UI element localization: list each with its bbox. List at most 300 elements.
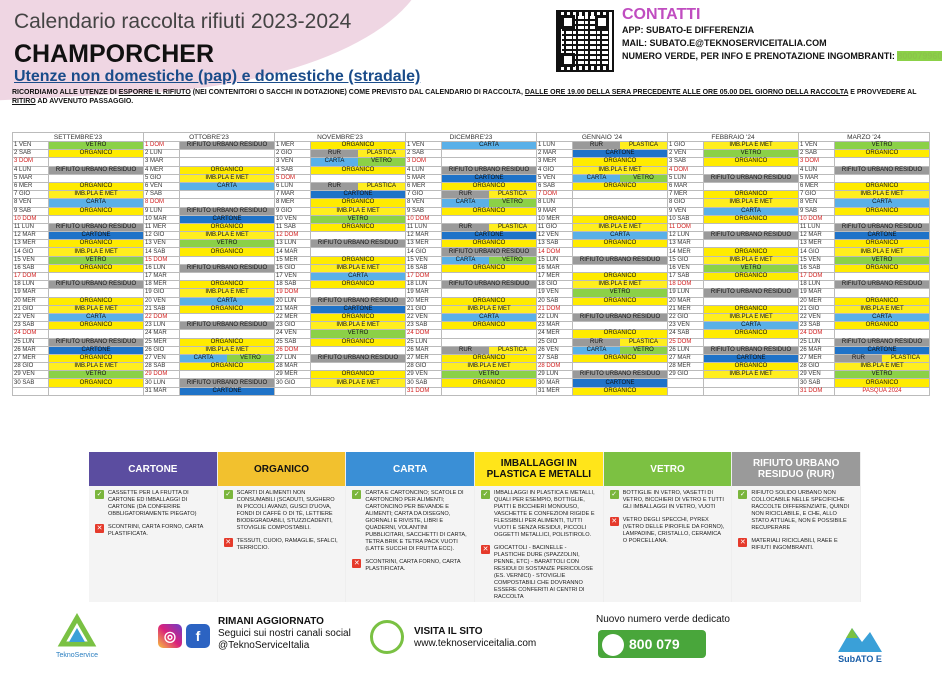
collection-cell bbox=[573, 199, 668, 207]
collection-cell bbox=[311, 363, 406, 371]
day-cell: 15 MER bbox=[275, 256, 311, 264]
day-cell: 19 VEN bbox=[537, 289, 573, 297]
collection-cell bbox=[835, 289, 930, 297]
facebook-icon[interactable]: f bbox=[186, 624, 210, 648]
collection-cell: IMB.PLA E MET bbox=[704, 313, 799, 321]
calendar-row bbox=[13, 313, 930, 321]
collection-cell: ORGANICO bbox=[311, 199, 406, 207]
day-cell: 30 SAB bbox=[799, 379, 835, 387]
day-cell: 16 LUN bbox=[144, 264, 180, 272]
day-cell: 27 SAB bbox=[537, 354, 573, 362]
day-cell: 15 VEN bbox=[406, 256, 442, 264]
day-cell: 13 LUN bbox=[275, 240, 311, 248]
collection-cell: IMB.PLA E MET bbox=[49, 191, 144, 199]
collection-cell: CARTA bbox=[442, 142, 537, 150]
collection-cell bbox=[835, 273, 930, 281]
collection-cell: RIFIUTO URBANO RESIDUO bbox=[49, 166, 144, 174]
collection-cell bbox=[311, 232, 406, 240]
collection-cell bbox=[704, 223, 799, 231]
day-cell: 25 LUN bbox=[13, 338, 49, 346]
day-cell: 4 LUN bbox=[13, 166, 49, 174]
day-cell: 19 DOM bbox=[275, 289, 311, 297]
instagram-icon[interactable]: ◎ bbox=[158, 624, 182, 648]
contacts bbox=[622, 6, 942, 63]
day-cell: 26 GIO bbox=[144, 346, 180, 354]
collection-cell bbox=[704, 166, 799, 174]
calendar-row bbox=[13, 199, 930, 207]
day-cell: 22 DOM bbox=[144, 313, 180, 321]
collection-cell bbox=[180, 256, 275, 264]
day-cell: 10 SAB bbox=[668, 215, 704, 223]
collection-cell: IMB.PLA E MET bbox=[49, 248, 144, 256]
collection-cell bbox=[49, 330, 144, 338]
day-cell: 29 VEN bbox=[799, 371, 835, 379]
calendar-row bbox=[13, 297, 930, 305]
day-cell: 21 GIO bbox=[13, 305, 49, 313]
collection-cell bbox=[311, 346, 406, 354]
day-cell: 2 VEN bbox=[668, 150, 704, 158]
day-cell: 5 LUN bbox=[668, 174, 704, 182]
legend-not-allowed: MATERIALI RICICLABILI, RAEE E RIFIUTI INGOMBRANTI. bbox=[751, 538, 838, 551]
collection-cell: RIFIUTO URBANO RESIDUO bbox=[835, 281, 930, 289]
day-cell: 26 LUN bbox=[668, 346, 704, 354]
day-cell: 25 LUN bbox=[799, 338, 835, 346]
day-cell: 9 MAR bbox=[537, 207, 573, 215]
day-cell: 6 MAR bbox=[668, 182, 704, 190]
collection-cell: ORGANICO bbox=[573, 354, 668, 362]
day-cell: 18 LUN bbox=[13, 281, 49, 289]
collection-cell: RIFIUTO URBANO RESIDUO bbox=[442, 248, 537, 256]
day-cell: 28 MAR bbox=[275, 363, 311, 371]
day-cell: 24 DOM bbox=[13, 330, 49, 338]
collection-cell: ORGANICO bbox=[180, 166, 275, 174]
collection-cell: CARTA VETRO bbox=[573, 346, 668, 354]
collection-cell: ORGANICO bbox=[573, 330, 668, 338]
day-cell: 13 SAB bbox=[537, 240, 573, 248]
collection-cell: CARTONE bbox=[180, 387, 275, 395]
collection-cell: RUR PLASTICA bbox=[573, 338, 668, 346]
day-cell: 7 DOM bbox=[537, 191, 573, 199]
collection-cell: RIFIUTO URBANO RESIDUO bbox=[180, 379, 275, 387]
collection-cell: RIFIUTO URBANO RESIDUO bbox=[704, 174, 799, 182]
collection-cell bbox=[835, 330, 930, 338]
collection-cell bbox=[442, 387, 537, 395]
day-cell: 17 SAB bbox=[668, 273, 704, 281]
check-icon: ✓ bbox=[96, 491, 103, 498]
collection-cell: RIFIUTO URBANO RESIDUO bbox=[573, 371, 668, 379]
collection-cell: RUR PLASTICA bbox=[311, 182, 406, 190]
calendar-row bbox=[13, 371, 930, 379]
day-cell: 14 MER bbox=[668, 248, 704, 256]
day-cell: 29 GIO bbox=[668, 371, 704, 379]
collection-cell: VETRO bbox=[835, 371, 930, 379]
day-cell: 9 SAB bbox=[799, 207, 835, 215]
day-cell: 28 GIO bbox=[799, 363, 835, 371]
collection-cell: RIFIUTO URBANO RESIDUO bbox=[180, 322, 275, 330]
svg-text:SubATO E: SubATO E bbox=[838, 654, 882, 664]
day-cell: 3 MAR bbox=[144, 158, 180, 166]
visit-site[interactable]: VISITA IL SITO www.teknoserviceitalia.com bbox=[414, 626, 537, 649]
collection-cell: CARTA bbox=[180, 297, 275, 305]
calendar-row bbox=[13, 215, 930, 223]
legend-column bbox=[89, 452, 218, 602]
day-cell: 17 DOM bbox=[406, 273, 442, 281]
calendar-row bbox=[13, 207, 930, 215]
collection-cell bbox=[573, 264, 668, 272]
check-icon: ✓ bbox=[611, 491, 618, 498]
collection-cell bbox=[704, 182, 799, 190]
day-cell: 11 MER bbox=[144, 223, 180, 231]
poster-title: Calendario raccolta rifiuti 2023-2024 bbox=[14, 10, 352, 33]
day-cell: 3 DOM bbox=[799, 158, 835, 166]
day-cell: 5 MAR bbox=[799, 174, 835, 182]
collection-cell bbox=[49, 158, 144, 166]
check-icon: ✓ bbox=[353, 491, 360, 498]
month-header: OTTOBRE'23 bbox=[144, 133, 275, 142]
day-cell: 2 SAB bbox=[406, 150, 442, 158]
calendar-row bbox=[13, 223, 930, 231]
contacts-app: APP: SUBATO-E DIFFERENZIA bbox=[622, 25, 755, 35]
collection-cell: ORGANICO bbox=[573, 182, 668, 190]
legend-not-allowed: SCONTRINI, CARTA FORNO, CARTA PLASTIFICATA. bbox=[365, 559, 461, 572]
collection-cell: ORGANICO bbox=[311, 281, 406, 289]
day-cell: 28 DOM bbox=[537, 363, 573, 371]
legend-title: CARTA bbox=[346, 452, 474, 486]
collection-cell bbox=[573, 207, 668, 215]
day-cell: 1 VEN bbox=[799, 142, 835, 150]
collection-cell: IMB.PLA E MET bbox=[311, 207, 406, 215]
day-cell: 22 VEN bbox=[799, 313, 835, 321]
legend-title: CARTONE bbox=[89, 452, 217, 486]
toll-free-label: Nuovo numero verde dedicato bbox=[596, 614, 730, 625]
collection-cell: ORGANICO bbox=[49, 322, 144, 330]
collection-cell: VETRO bbox=[311, 330, 406, 338]
collection-cell: ORGANICO bbox=[311, 371, 406, 379]
collection-cell: CARTONE bbox=[49, 346, 144, 354]
calendar-row bbox=[13, 387, 930, 395]
legend-column bbox=[604, 452, 733, 602]
collection-cell: RUR PLASTICA bbox=[442, 191, 537, 199]
day-cell: 30 LUN bbox=[144, 379, 180, 387]
day-cell: 2 SAB bbox=[799, 150, 835, 158]
day-cell: 12 DOM bbox=[275, 232, 311, 240]
legend-allowed: SCARTI DI ALIMENTI NON CONSUMABILI (SCADUTI, SUGHERO IN PICCOLI AVANZI, GUSCI D'UOVA, FONDI DI CAFFÈ O DI TÈ, LETTIERE BIODEGRADABILI, STUZZICADENTI, STOVIGLIE COMPOSTABILI. bbox=[236, 490, 335, 531]
day-cell: 23 SAB bbox=[13, 322, 49, 330]
collection-cell: ORGANICO bbox=[311, 338, 406, 346]
day-cell: 6 LUN bbox=[275, 182, 311, 190]
day-cell: 23 VEN bbox=[668, 322, 704, 330]
collection-cell: CARTONE bbox=[835, 232, 930, 240]
collection-cell: RIFIUTO URBANO RESIDUO bbox=[49, 281, 144, 289]
collection-cell: ORGANICO bbox=[180, 305, 275, 313]
calendar-row bbox=[13, 191, 930, 199]
collection-cell bbox=[311, 248, 406, 256]
collection-cell bbox=[311, 289, 406, 297]
collection-cell: IMB.PLA E MET bbox=[442, 363, 537, 371]
day-cell bbox=[275, 387, 311, 395]
collection-cell bbox=[49, 289, 144, 297]
collection-cell: RIFIUTO URBANO RESIDUO bbox=[704, 232, 799, 240]
contacts-phone[interactable]: NUMERO VERDE, PER INFO E PRENOTAZIONE INGOMBRANTI: 800079960 bbox=[622, 51, 943, 61]
day-cell: 17 MER bbox=[537, 273, 573, 281]
poster-subtitle: Utenze non domestiche (pap) e domestiche (stradale) bbox=[14, 68, 421, 85]
collection-cell: ORGANICO bbox=[704, 273, 799, 281]
day-cell: 31 DOM bbox=[799, 387, 835, 395]
collection-cell: RIFIUTO URBANO RESIDUO bbox=[835, 223, 930, 231]
day-cell: 9 VEN bbox=[668, 207, 704, 215]
day-cell: 19 MAR bbox=[13, 289, 49, 297]
collection-cell: CARTA bbox=[49, 199, 144, 207]
svg-text:TeknoService: TeknoService bbox=[55, 652, 99, 659]
collection-cell: IMB.PLA E MET bbox=[704, 256, 799, 264]
calendar-row bbox=[13, 354, 930, 362]
collection-cell: ORGANICO bbox=[442, 354, 537, 362]
day-cell: 20 LUN bbox=[275, 297, 311, 305]
calendar-row bbox=[13, 338, 930, 346]
collection-cell: VETRO bbox=[49, 256, 144, 264]
day-cell: 10 VEN bbox=[275, 215, 311, 223]
collection-cell bbox=[704, 281, 799, 289]
day-cell: 3 MER bbox=[537, 158, 573, 166]
collection-cell bbox=[49, 174, 144, 182]
calendar-row bbox=[13, 158, 930, 166]
day-cell: 12 MAR bbox=[406, 232, 442, 240]
day-cell: 11 GIO bbox=[537, 223, 573, 231]
day-cell: 23 SAB bbox=[799, 322, 835, 330]
day-cell: 22 VEN bbox=[406, 313, 442, 321]
day-cell: 12 MAR bbox=[799, 232, 835, 240]
day-cell: 20 MER bbox=[406, 297, 442, 305]
day-cell: 2 MAR bbox=[537, 150, 573, 158]
legend-allowed: BOTTIGLIE IN VETRO, VASETTI DI VETRO, BICCHIERI DI VETRO E TUTTI GLI IMBALLAGGI IN VETRO, VUOTI bbox=[622, 490, 724, 510]
day-cell: 23 LUN bbox=[144, 322, 180, 330]
day-cell: 15 VEN bbox=[799, 256, 835, 264]
day-cell: 11 DOM bbox=[668, 223, 704, 231]
collection-cell: CARTA bbox=[180, 182, 275, 190]
day-cell: 28 GIO bbox=[13, 363, 49, 371]
day-cell: 22 MER bbox=[275, 313, 311, 321]
day-cell: 31 DOM bbox=[406, 387, 442, 395]
collection-cell bbox=[442, 330, 537, 338]
calendar-row bbox=[13, 150, 930, 158]
day-cell: 14 GIO bbox=[799, 248, 835, 256]
teknoservice-logo-icon bbox=[54, 614, 100, 660]
collection-cell: ORGANICO bbox=[49, 150, 144, 158]
day-cell: 20 MER bbox=[13, 297, 49, 305]
calendar-row bbox=[13, 256, 930, 264]
day-cell: 8 MER bbox=[275, 199, 311, 207]
collection-cell: IMB.PLA E MET bbox=[442, 305, 537, 313]
day-cell: 18 MER bbox=[144, 281, 180, 289]
calendar-row bbox=[13, 248, 930, 256]
collection-cell: RIFIUTO URBANO RESIDUO bbox=[704, 289, 799, 297]
collection-cell: VETRO bbox=[704, 150, 799, 158]
cross-icon: ✕ bbox=[225, 539, 232, 546]
day-cell: 22 LUN bbox=[537, 313, 573, 321]
day-cell: 20 MER bbox=[799, 297, 835, 305]
collection-cell: ORGANICO bbox=[442, 297, 537, 305]
collection-cell: ORGANICO bbox=[573, 240, 668, 248]
collection-cell: VETRO bbox=[573, 289, 668, 297]
calendar-row bbox=[13, 232, 930, 240]
calendar-row bbox=[13, 174, 930, 182]
collection-cell: CARTA bbox=[704, 322, 799, 330]
day-cell: 27 MER bbox=[406, 354, 442, 362]
day-cell: 17 DOM bbox=[799, 273, 835, 281]
collection-cell: CARTA VETRO bbox=[180, 354, 275, 362]
day-cell: 9 GIO bbox=[275, 207, 311, 215]
collection-cell: ORGANICO bbox=[704, 363, 799, 371]
day-cell: 13 VEN bbox=[144, 240, 180, 248]
day-cell: 11 LUN bbox=[799, 223, 835, 231]
collection-cell: RIFIUTO URBANO RESIDUO bbox=[442, 166, 537, 174]
collection-cell: ORGANICO bbox=[573, 273, 668, 281]
day-cell: 30 SAB bbox=[406, 379, 442, 387]
day-cell: 28 SAB bbox=[144, 363, 180, 371]
contacts-mail[interactable]: MAIL: SUBATO.E@TEKNOSERVICEITALIA.COM bbox=[622, 38, 827, 48]
day-cell: 4 DOM bbox=[668, 166, 704, 174]
collection-cell bbox=[573, 322, 668, 330]
collection-cell: ORGANICO bbox=[835, 297, 930, 305]
collection-cell: IMB.PLA E MET bbox=[311, 379, 406, 387]
collection-cell: ORGANICO bbox=[573, 158, 668, 166]
day-cell: 24 SAB bbox=[668, 330, 704, 338]
cross-icon: ✕ bbox=[96, 525, 103, 532]
collection-cell: ORGANICO bbox=[49, 264, 144, 272]
collection-cell: CARTONE bbox=[442, 232, 537, 240]
day-cell: 11 LUN bbox=[406, 223, 442, 231]
contacts-heading: CONTATTI bbox=[622, 6, 701, 23]
collection-cell: ORGANICO bbox=[704, 158, 799, 166]
day-cell: 27 VEN bbox=[144, 354, 180, 362]
day-cell: 26 DOM bbox=[275, 346, 311, 354]
day-cell: 7 GIO bbox=[13, 191, 49, 199]
collection-cell: ORGANICO bbox=[573, 215, 668, 223]
collection-cell: RIFIUTO URBANO RESIDUO bbox=[835, 338, 930, 346]
day-cell: 27 LUN bbox=[275, 354, 311, 362]
day-cell: 3 DOM bbox=[406, 158, 442, 166]
collection-cell: ORGANICO bbox=[704, 248, 799, 256]
day-cell: 18 SAB bbox=[275, 281, 311, 289]
day-cell: 7 MAR bbox=[275, 191, 311, 199]
day-cell: 6 SAB bbox=[537, 182, 573, 190]
day-cell: 9 SAB bbox=[406, 207, 442, 215]
collection-cell: ORGANICO bbox=[835, 264, 930, 272]
phone-icon bbox=[602, 634, 624, 656]
day-cell: 8 VEN bbox=[13, 199, 49, 207]
calendar-row bbox=[13, 273, 930, 281]
collection-cell: IMB.PLA E MET bbox=[835, 363, 930, 371]
collection-cell: ORGANICO bbox=[311, 313, 406, 321]
collection-cell: RUR PLASTICA bbox=[442, 223, 537, 231]
day-cell: 30 SAB bbox=[13, 379, 49, 387]
day-cell: 3 VEN bbox=[275, 158, 311, 166]
calendar-row bbox=[13, 264, 930, 272]
day-cell: 1 LUN bbox=[537, 142, 573, 150]
collection-cell: RUR PLASTICA bbox=[442, 346, 537, 354]
collection-cell bbox=[835, 174, 930, 182]
collection-cell: ORGANICO bbox=[49, 207, 144, 215]
collection-cell: ORGANICO bbox=[704, 305, 799, 313]
collection-cell: RUR PLASTICA bbox=[311, 150, 406, 158]
collection-cell bbox=[573, 305, 668, 313]
collection-cell: ORGANICO bbox=[311, 223, 406, 231]
calendar-row bbox=[13, 363, 930, 371]
collection-cell bbox=[704, 387, 799, 395]
collection-cell: RIFIUTO URBANO RESIDUO bbox=[49, 338, 144, 346]
day-cell: 26 MAR bbox=[406, 346, 442, 354]
calendar-row bbox=[13, 305, 930, 313]
day-cell: 6 MER bbox=[13, 182, 49, 190]
legend-title: IMBALLAGGI IN PLASTICA E METALLI bbox=[475, 452, 603, 486]
calendar-row bbox=[13, 240, 930, 248]
collection-cell: VETRO bbox=[49, 371, 144, 379]
legend-allowed: IMBALLAGGI IN PLASTICA E METALLI, QUALI PER ESEMPIO, BOTTIGLIE, PIATTI E BICCHIERI MONOUSO, VASCHETTE E CONFEZIONI RIGIDE E FLESSIBILI PER ALIMENTI, TUTTI VUOTI E SENZA RESIDUI, PICCOLI OGGETTI METALLICI, POLISTIROLO. bbox=[494, 490, 595, 538]
toll-free-number[interactable]: 800 079 960 bbox=[598, 630, 706, 658]
collection-cell: VETRO bbox=[835, 142, 930, 150]
day-cell: 24 DOM bbox=[799, 330, 835, 338]
search-icon[interactable] bbox=[370, 620, 404, 654]
qr-code-icon[interactable] bbox=[556, 10, 614, 72]
collection-cell bbox=[180, 150, 275, 158]
day-cell: 20 VEN bbox=[144, 297, 180, 305]
day-cell: 25 DOM bbox=[668, 338, 704, 346]
collection-cell bbox=[573, 363, 668, 371]
collection-cell bbox=[573, 248, 668, 256]
day-cell: 10 DOM bbox=[799, 215, 835, 223]
collection-cell: CARTONE bbox=[573, 150, 668, 158]
day-cell: 2 SAB bbox=[13, 150, 49, 158]
day-cell: 31 MER bbox=[537, 387, 573, 395]
day-cell: 1 GIO bbox=[668, 142, 704, 150]
collection-cell: IMB.PLA E MET bbox=[835, 248, 930, 256]
day-cell: 12 VEN bbox=[537, 232, 573, 240]
collection-cell: ORGANICO bbox=[704, 330, 799, 338]
day-cell: 8 DOM bbox=[144, 199, 180, 207]
collection-cell: CARTA VETRO bbox=[442, 199, 537, 207]
month-header: SETTEMBRE'23 bbox=[13, 133, 144, 142]
day-cell: 17 MAR bbox=[144, 273, 180, 281]
collection-cell: CARTA bbox=[311, 273, 406, 281]
collection-cell: ORGANICO bbox=[49, 240, 144, 248]
day-cell: 23 GIO bbox=[275, 322, 311, 330]
collection-cell bbox=[442, 158, 537, 166]
day-cell: 22 VEN bbox=[13, 313, 49, 321]
day-cell: 13 MER bbox=[799, 240, 835, 248]
day-cell: 23 SAB bbox=[406, 322, 442, 330]
collection-cell: RUR PLASTICA bbox=[835, 354, 930, 362]
legend-not-allowed: TESSUTI, CUOIO, RAMAGLIE, SFALCI, TERRICCIO. bbox=[236, 538, 338, 551]
town-name: CHAMPORCHER bbox=[14, 40, 214, 68]
day-cell: 21 GIO bbox=[406, 305, 442, 313]
collection-cell: ORGANICO bbox=[835, 150, 930, 158]
collection-cell bbox=[442, 150, 537, 158]
cross-icon: ✕ bbox=[482, 546, 489, 553]
collection-cell: RIFIUTO URBANO RESIDUO bbox=[311, 240, 406, 248]
collection-cell bbox=[49, 215, 144, 223]
day-cell: 10 DOM bbox=[406, 215, 442, 223]
legend-title: RIFIUTO URBANO RESIDUO (RUR) bbox=[732, 452, 860, 486]
legend-allowed: CASSETTE PER LA FRUTTA DI CARTONE ED IMBALLAGGI DI CARTONE (DA CONFERIRE OBBLIGATORIAMENTE PIEGATO) bbox=[108, 490, 197, 517]
day-cell: 4 SAB bbox=[275, 166, 311, 174]
day-cell: 15 GIO bbox=[668, 256, 704, 264]
day-cell: 4 LUN bbox=[406, 166, 442, 174]
day-cell: 30 MAR bbox=[537, 379, 573, 387]
day-cell: 5 VEN bbox=[537, 174, 573, 182]
day-cell: 22 GIO bbox=[668, 313, 704, 321]
day-cell: 25 SAB bbox=[275, 338, 311, 346]
collection-cell: CARTONE bbox=[573, 379, 668, 387]
